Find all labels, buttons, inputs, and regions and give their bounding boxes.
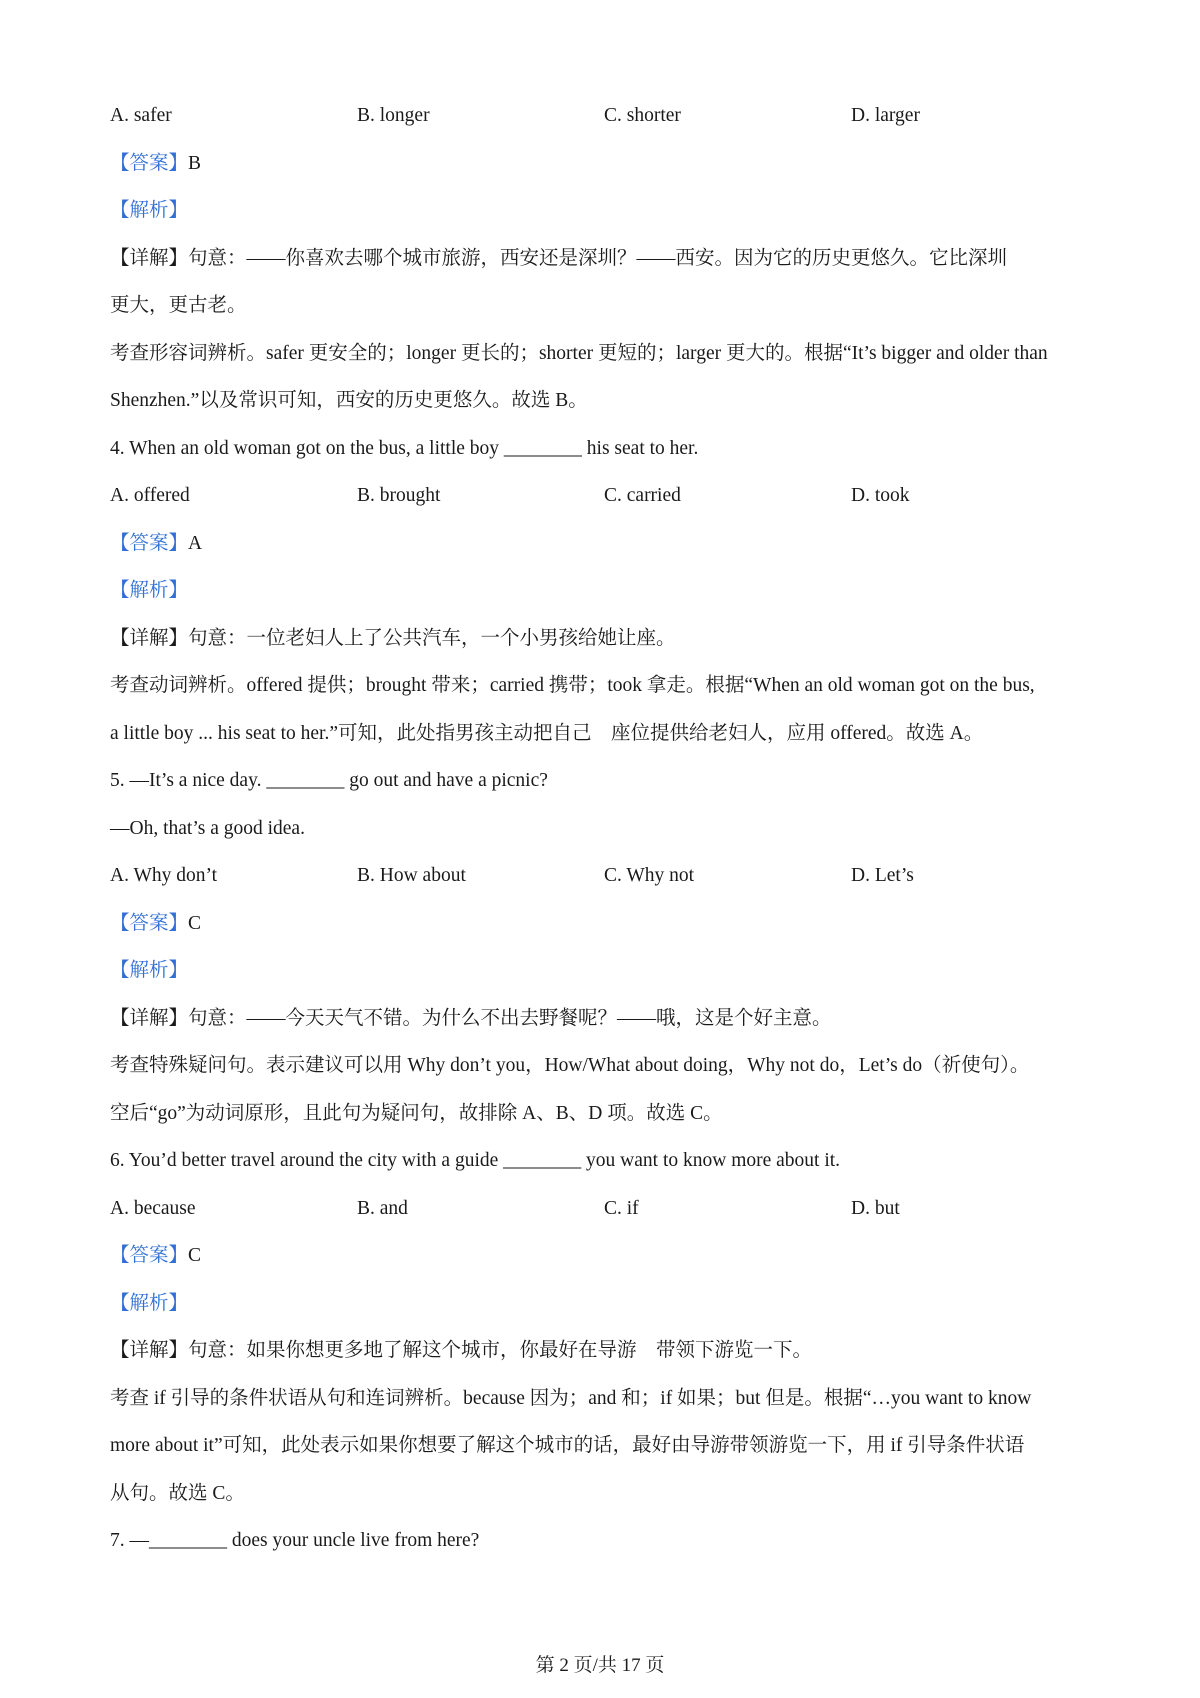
q6-explain-line-1: 考查 if 引导的条件状语从句和连词辨析。because 因为；and 和；if 如果；but 但是。根据“…you want to know <box>110 1387 1032 1409</box>
q5-option-c: C. Why not <box>604 865 695 886</box>
q4-explain-line-1: 考查动词辨析。offered 提供；brought 带来；carried 携带；took 拿走。根据“When an old woman got on the bus, <box>110 675 1035 696</box>
q3-detail-line-2: 更大，更古老。 <box>110 295 247 316</box>
q3-detail-line-1 <box>110 235 1100 283</box>
q3-explain-line-2: Shenzhen.”以及常识可知，西安的历史更悠久。故选 B。 <box>110 390 588 411</box>
analysis-tag: 【解析】 <box>110 960 189 981</box>
detail-tag: 【详解】 <box>110 1340 189 1361</box>
q6-options <box>110 1185 1100 1233</box>
q6-analysis <box>110 1280 1100 1328</box>
q4-option-d: D. took <box>851 485 910 506</box>
detail-tag: 【详解】 <box>110 247 189 269</box>
q4-option-b: B. brought <box>357 485 441 506</box>
q6-option-c: C. if <box>604 1197 639 1219</box>
page-footer: 第 2 页/共 17 页 <box>535 1655 665 1676</box>
page-content <box>110 92 1100 1565</box>
q6-explain-line-3: 从句。故选 C。 <box>110 1482 245 1504</box>
answer-value: A <box>188 532 203 554</box>
q5-question-line-1: 5. —It’s a nice day. ________ go out and have a picnic? <box>110 770 548 791</box>
answer-tag: 【答案】 <box>110 532 189 554</box>
answer-tag: 【答案】 <box>110 1245 189 1266</box>
q6-answer <box>110 1232 1100 1280</box>
q3-options <box>110 92 1100 140</box>
detail-text: 句意：——今天天气不错。为什么不出去野餐呢？——哦，这是个好主意。 <box>188 1007 832 1029</box>
q3-explain-line-1: 考查形容词辨析。safer 更安全的；longer 更长的；shorter 更短的；larger 更大的。根据“It’s bigger and older than <box>110 342 1048 364</box>
q5-option-a: A. Why don’t <box>110 865 218 886</box>
q6-option-b: B. and <box>357 1197 408 1219</box>
q7-question: 7. —________ does your uncle live from here? <box>110 1530 480 1551</box>
detail-text: 句意：如果你想更多地了解这个城市，你最好在导游 带领下游览一下。 <box>188 1340 813 1361</box>
q4-explain-line-2: a little boy ... his seat to her.”可知，此处指男孩主动把自己 座位提供给老妇人，应用 offered。故选 A。 <box>110 722 984 744</box>
q5-detail-line-1 <box>110 995 1100 1043</box>
q4-answer <box>110 520 1100 568</box>
analysis-tag: 【解析】 <box>110 200 189 221</box>
detail-tag: 【详解】 <box>110 1007 189 1029</box>
q3-option-a: A. safer <box>110 105 172 126</box>
answer-value: C <box>188 1245 202 1266</box>
q4-option-c: C. carried <box>604 485 681 506</box>
q3-analysis <box>110 187 1100 235</box>
q3-answer <box>110 140 1100 188</box>
q6-explain-line-2: more about it”可知，此处表示如果你想要了解这个城市的话，最好由导游带领游览一下，用 if 引导条件状语 <box>110 1435 1025 1456</box>
answer-value: C <box>188 912 202 934</box>
detail-text: 句意：一位老妇人上了公共汽车，一个小男孩给她让座。 <box>188 627 676 649</box>
q4-option-a: A. offered <box>110 485 190 506</box>
answer-tag: 【答案】 <box>110 912 189 934</box>
q3-option-d: D. larger <box>851 105 920 126</box>
analysis-tag: 【解析】 <box>110 1292 189 1314</box>
q5-explain-line-1: 考查特殊疑问句。表示建议可以用 Why don’t you，How/What about doing，Why not do，Let’s do（祈使句）。 <box>110 1055 1030 1076</box>
answer-value: B <box>188 152 202 174</box>
detail-tag: 【详解】 <box>110 627 189 649</box>
q4-question: 4. When an old woman got on the bus, a little boy ________ his seat to her. <box>110 437 699 459</box>
q3-option-b: B. longer <box>357 105 430 126</box>
q4-options <box>110 472 1100 520</box>
q4-analysis <box>110 567 1100 615</box>
q5-options <box>110 852 1100 900</box>
q5-explain-line-2: 空后“go”为动词原形，且此句为疑问句，故排除 A、B、D 项。故选 C。 <box>110 1102 723 1124</box>
q5-analysis <box>110 947 1100 995</box>
q5-answer <box>110 900 1100 948</box>
answer-tag: 【答案】 <box>110 152 189 174</box>
q6-option-d: D. but <box>851 1197 900 1219</box>
q6-detail-line-1 <box>110 1327 1100 1375</box>
analysis-tag: 【解析】 <box>110 580 189 601</box>
q5-option-b: B. How about <box>357 865 466 886</box>
q3-option-c: C. shorter <box>604 105 681 126</box>
q6-question: 6. You’d better travel around the city with a guide ________ you want to know more about it. <box>110 1150 841 1171</box>
detail-text: 句意：——你喜欢去哪个城市旅游，西安还是深圳？——西安。因为它的历史更悠久。它比深圳 <box>188 247 1008 269</box>
q5-question-line-2: —Oh, that’s a good idea. <box>110 817 305 839</box>
q6-option-a: A. because <box>110 1197 196 1219</box>
q4-detail-line-1 <box>110 615 1100 663</box>
q5-option-d: D. Let’s <box>851 865 914 886</box>
